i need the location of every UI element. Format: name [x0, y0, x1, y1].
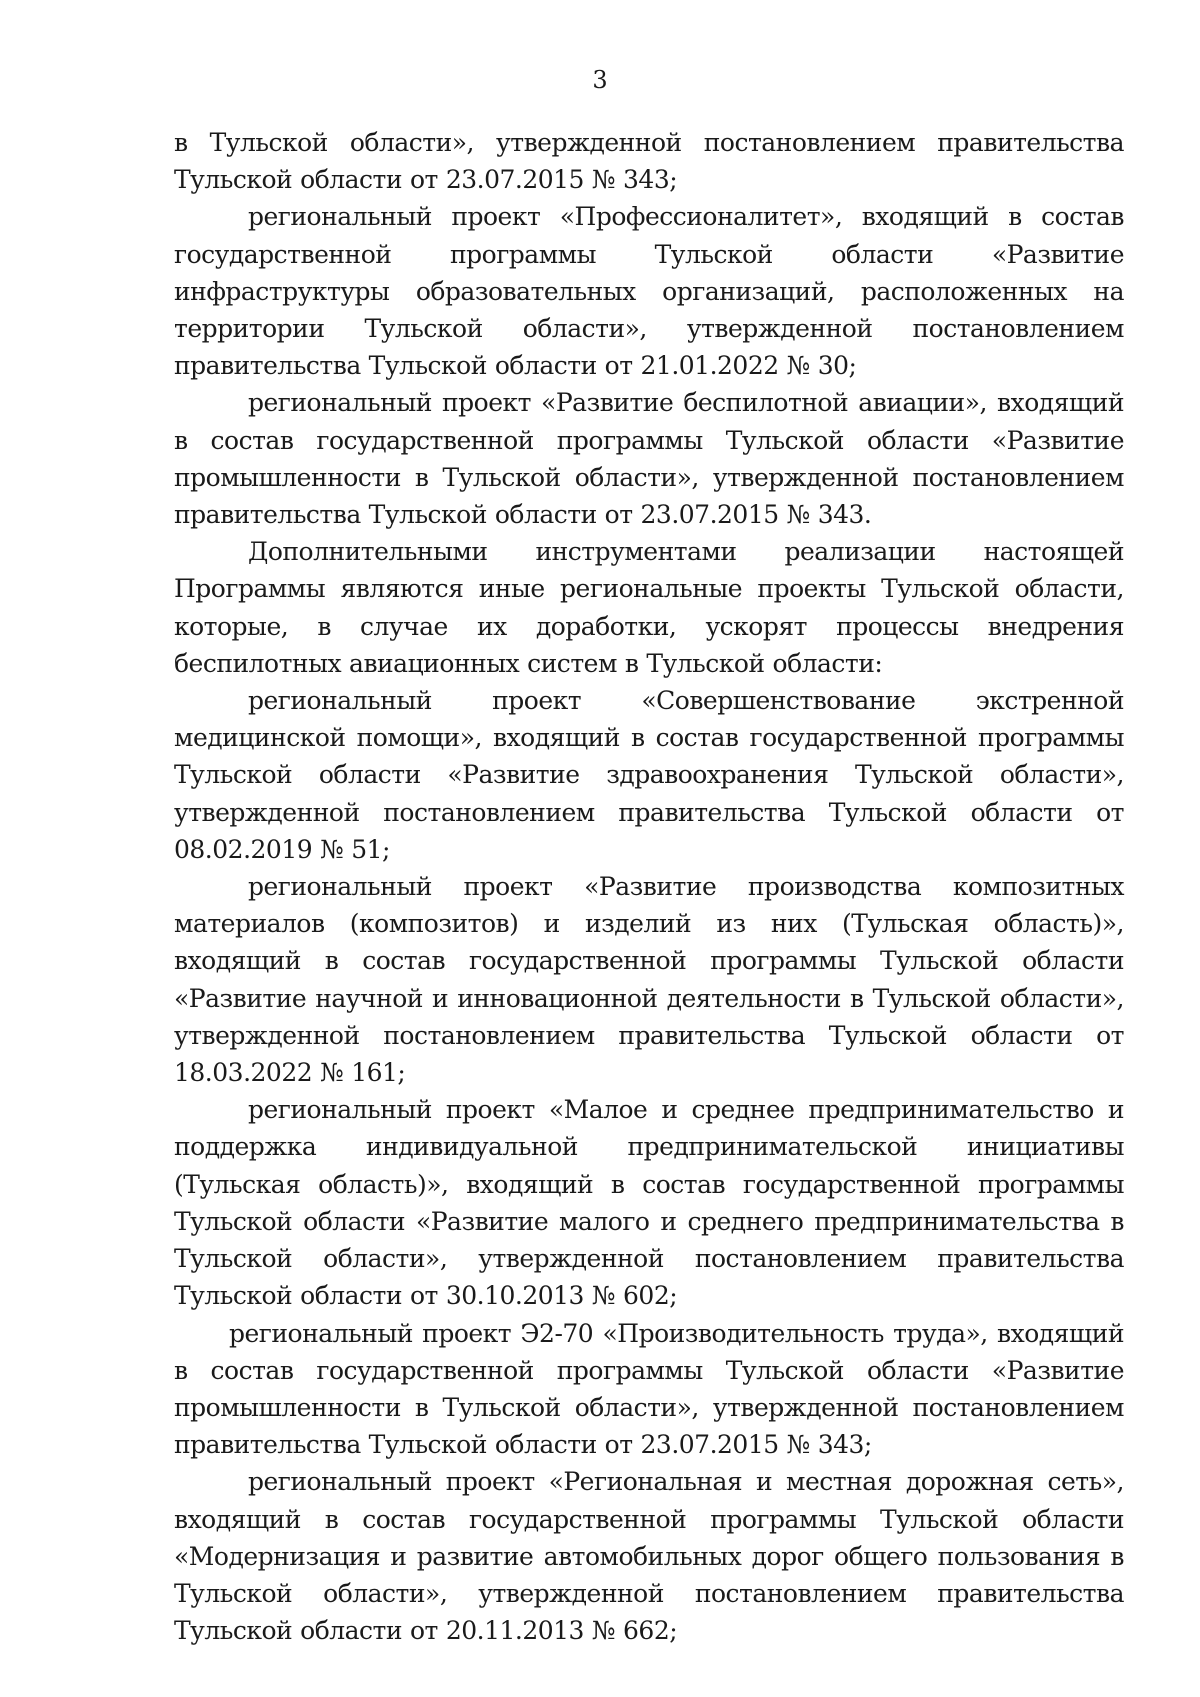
document-body [174, 124, 1124, 1649]
paragraph-drone-aviation: региональный проект «Развитие беспилотной авиации», входящий в состав государственной программы Тульской области «Развитие промышленности в Тульской области», утвержденной постановлением правительства Тульской области от 23.07.2015 № 343. [174, 388, 1124, 530]
page-number: 3 [592, 66, 608, 94]
paragraph-labor-productivity: региональный проект Э2-70 «Производительность труда», входящий в состав государственной программы Тульской области «Развитие промышленности в Тульской области», утвержденной постановлением правительства Тульской области от 23.07.2015 № 343; [174, 1318, 1124, 1460]
paragraph-emergency-medicine: региональный проект «Совершенствование экстренной медицинской помощи», входящий в состав государственной программы Тульской области «Развитие здравоохранения Тульской области», утвержденной постановлением правительства Тульской области от 08.02.2019 № 51; [174, 686, 1124, 864]
paragraph-continuation: в Тульской области», утвержденной постановлением правительства Тульской области от 23.07.2015 № 343; [174, 128, 1124, 195]
paragraph-additional-tools: Дополнительными инструментами реализации настоящей Программы являются иные региональные проекты Тульской области, которые, в случае их доработки, ускорят процессы внедрения беспилотных авиационных систем в Тульской области: [174, 537, 1124, 678]
paragraph-composites: региональный проект «Развитие производства композитных материалов (композитов) и изделий из них (Тульская область)», входящий в состав государственной программы Тульской области «Развитие научной и инновационной деятельности в Тульской области», утвержденной постановлением правительства Тульской области от 18.03.2022 № 161; [174, 872, 1124, 1088]
paragraph-road-network: региональный проект «Региональная и местная дорожная сеть», входящий в состав государственной программы Тульской области «Модернизация и развитие автомобильных дорог общего пользования в Тульской области», утвержденной постановлением правительства Тульской области от 20.11.2013 № 662; [174, 1467, 1124, 1646]
paragraph-small-business: региональный проект «Малое и среднее предпринимательство и поддержка индивидуальной предпринимательской инициативы (Тульская область)», входящий в состав государственной программы Тульской области «Развитие малого и среднего предпринимательства в Тульской области», утвержденной постановлением правительства Тульской области от 30.10.2013 № 602; [174, 1095, 1124, 1311]
paragraph-professionalitet: региональный проект «Профессионалитет», входящий в состав государственной программы Тульской области «Развитие инфраструктуры образовательных организаций, расположенных на территории Тульской области», утвержденной постановлением правительства Тульской области от 21.01.2022 № 30; [174, 202, 1124, 381]
